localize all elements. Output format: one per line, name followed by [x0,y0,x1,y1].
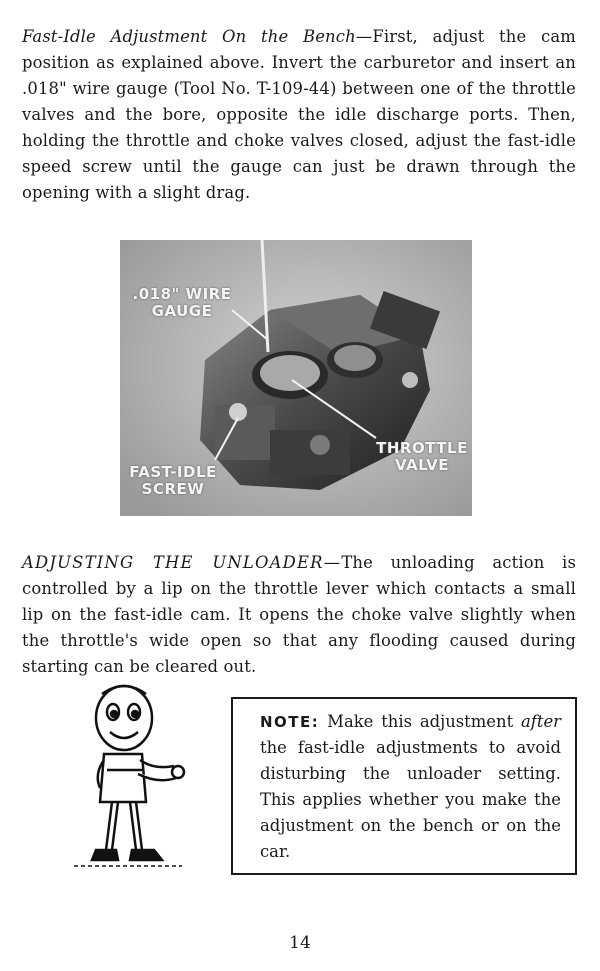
carburetor-photo [120,240,472,516]
wire-gauge-callout [130,286,234,320]
fast-idle-screw-callout-line1: FAST-IDLE [129,463,217,481]
unloader-paragraph [22,550,576,680]
fast-idle-body: First, adjust the cam position as explained above. Invert the carburetor and insert an .018" wire gauge (Tool No. T-109-44) between one of the throttle valves and the bore, opposite the idle discharge ports. Then, holding the throttle and choke valves closed, adjust the fast-idle speed screw until the gauge can just be drawn through the opening with a slight drag. [22,27,576,202]
note-label: NOTE: [260,713,320,731]
mascot-pointing-figure [72,674,202,874]
throttle-valve-callout [372,440,472,474]
note-box [231,697,577,875]
note-text-after: the fast-idle adjustments to avoid disturbing the unloader setting. This applies whether you make the adjustment on the bench or on the car. [260,738,561,861]
note-text-before: Make this adjustment [319,712,522,731]
page-number: 14 [289,933,311,953]
throttle-valve-callout-line2: VALVE [394,456,450,474]
fast-idle-screw-callout-line2: SCREW [141,480,205,498]
throttle-valve-callout-line1: THROTTLE [376,439,468,457]
unloader-body: The unloading action is controlled by a lip on the throttle lever which contacts a small lip on the fast-idle cam. It opens the choke valve slightly when the throttle's wide open so that any flooding caused during starting can be cleared out. [22,553,577,676]
mascot-illustration [72,674,202,874]
wire-gauge-callout-line1: .018" WIRE [132,285,232,303]
fast-idle-screw-callout [120,464,226,498]
unloader-heading: ADJUSTING THE UNLOADER— [22,553,342,572]
fast-idle-heading: Fast-Idle Adjustment On the Bench— [22,27,373,46]
note-emphasis: after [521,712,561,731]
fast-idle-paragraph [22,24,576,206]
wire-gauge-callout-line2: GAUGE [151,302,213,320]
